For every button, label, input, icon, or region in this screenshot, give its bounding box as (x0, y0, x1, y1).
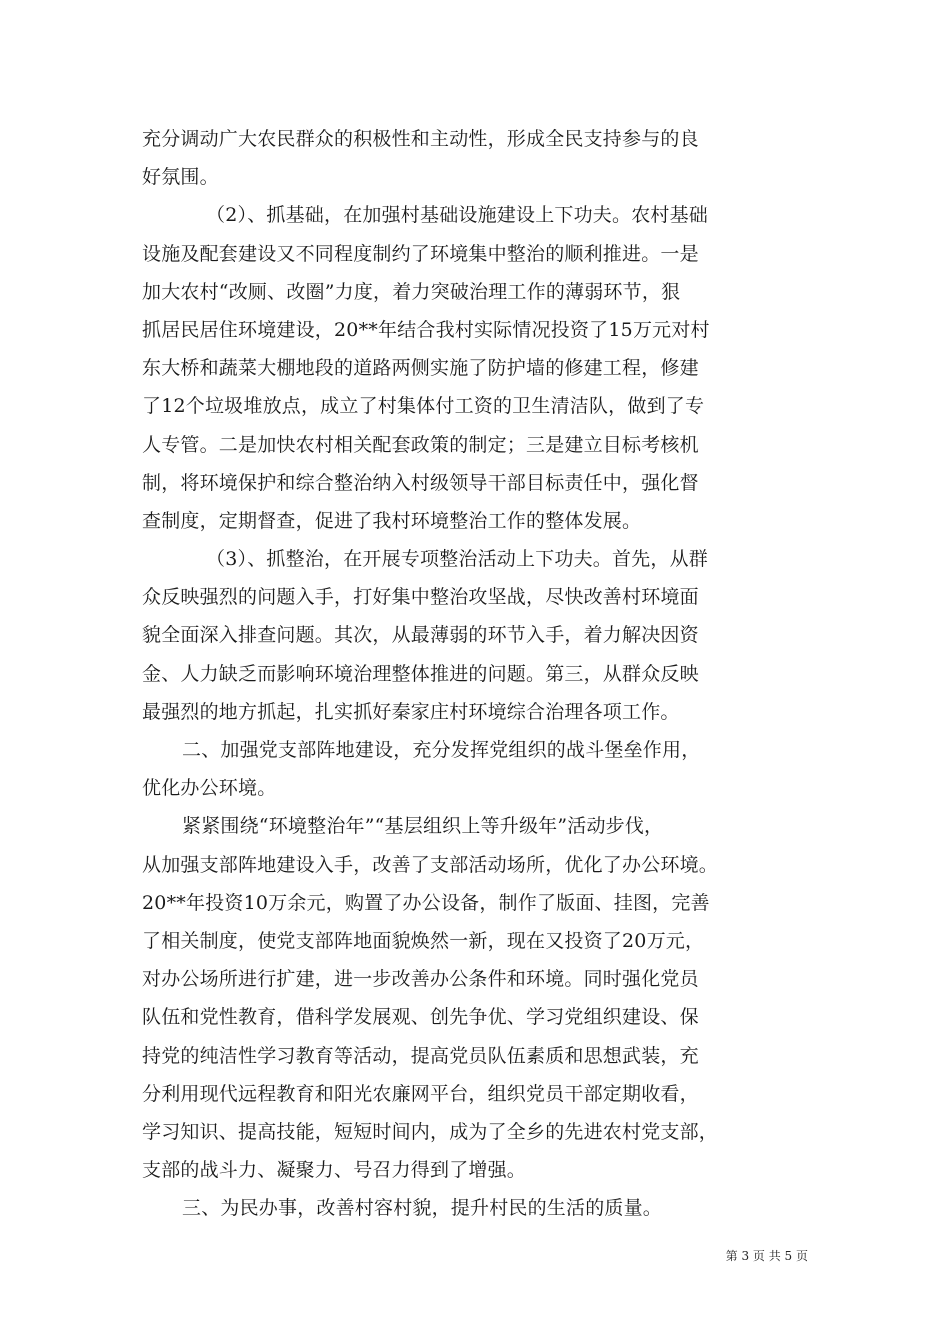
section-heading-line: 二、加强党支部阵地建设，充分发挥党组织的战斗堡垒作用， (182, 739, 701, 761)
text-line: 20**年投资10万余元，购置了办公设备，制作了版面、挂图，完善 (142, 891, 710, 914)
text-line: 众反映强烈的问题入手，打好集中整治攻坚战，尽快改善村环境面 (142, 586, 699, 609)
text-line: 人专管。二是加快农村相关配套政策的制定；三是建立目标考核机 (142, 433, 699, 456)
text-line: 对办公场所进行扩建，进一步改善办公条件和环境。同时强化党员 (142, 968, 699, 991)
paragraph-start-line: （2）、抓基础，在加强村基础设施建设上下功夫。农村基础 (206, 204, 708, 227)
text-line: 好氛围。 (142, 166, 219, 189)
text-line: 设施及配套建设又不同程度制约了环境集中整治的顺利推进。一是 (142, 242, 699, 265)
text-line: 金、人力缺乏而影响环境治理整体推进的问题。第三，从群众反映 (142, 662, 699, 685)
text-line: 学习知识、提高技能，短短时间内，成为了全乡的先进农村党支部， (142, 1120, 719, 1143)
document-body (142, 120, 814, 1227)
page-number-footer: 第 3 页 共 5 页 (725, 1249, 808, 1263)
text-line: 最强烈的地方抓起，扎实抓好秦家庄村环境综合治理各项工作。 (142, 700, 680, 723)
text-line: 从加强支部阵地建设入手，改善了支部活动场所，优化了办公环境。 (142, 853, 719, 876)
text-line: 加大农村“改厕、改圈”力度，着力突破治理工作的薄弱环节，狠 (142, 280, 681, 303)
text-line: 抓居民居住环境建设，20**年结合我村实际情况投资了15万元对村 (142, 318, 710, 341)
text-line: 制，将环境保护和综合整治纳入村级领导干部目标责任中，强化督 (142, 471, 699, 494)
text-line: 支部的战斗力、凝聚力、号召力得到了增强。 (142, 1159, 527, 1182)
text-line: 队伍和党性教育，借科学发展观、创先争优、学习党组织建设、保 (142, 1006, 699, 1029)
text-line: 了12个垃圾堆放点，成立了村集体付工资的卫生清洁队，做到了专 (142, 395, 705, 418)
section-heading-line: 优化办公环境。 (142, 777, 277, 800)
section-heading-line: 三、为民办事，改善村容村貌，提升村民的生活的质量。 (182, 1197, 663, 1220)
text-line: 分利用现代远程教育和阳光农廉网平台，组织党员干部定期收看， (142, 1082, 699, 1105)
text-line: 持党的纯洁性学习教育等活动，提高党员队伍素质和思想武装，充 (142, 1044, 699, 1067)
text-line: 充分调动广大农民群众的积极性和主动性，形成全民支持参与的良 (142, 128, 699, 150)
paragraph-start-line: 紧紧围绕“环境整治年”“基层组织上等升级年”活动步伐， (182, 815, 664, 838)
text-line: 貌全面深入排查问题。其次，从最薄弱的环节入手，着力解决因资 (142, 624, 699, 647)
text-line: 查制度，定期督查，促进了我村环境整治工作的整体发展。 (142, 509, 642, 532)
paragraph-start-line: （3）、抓整治，在开展专项整治活动上下功夫。首先，从群 (206, 548, 708, 571)
text-line: 了相关制度，使党支部阵地面貌焕然一新，现在又投资了20万元， (142, 929, 705, 952)
text-line: 东大桥和蔬菜大棚地段的道路两侧实施了防护墙的修建工程，修建 (142, 357, 699, 380)
